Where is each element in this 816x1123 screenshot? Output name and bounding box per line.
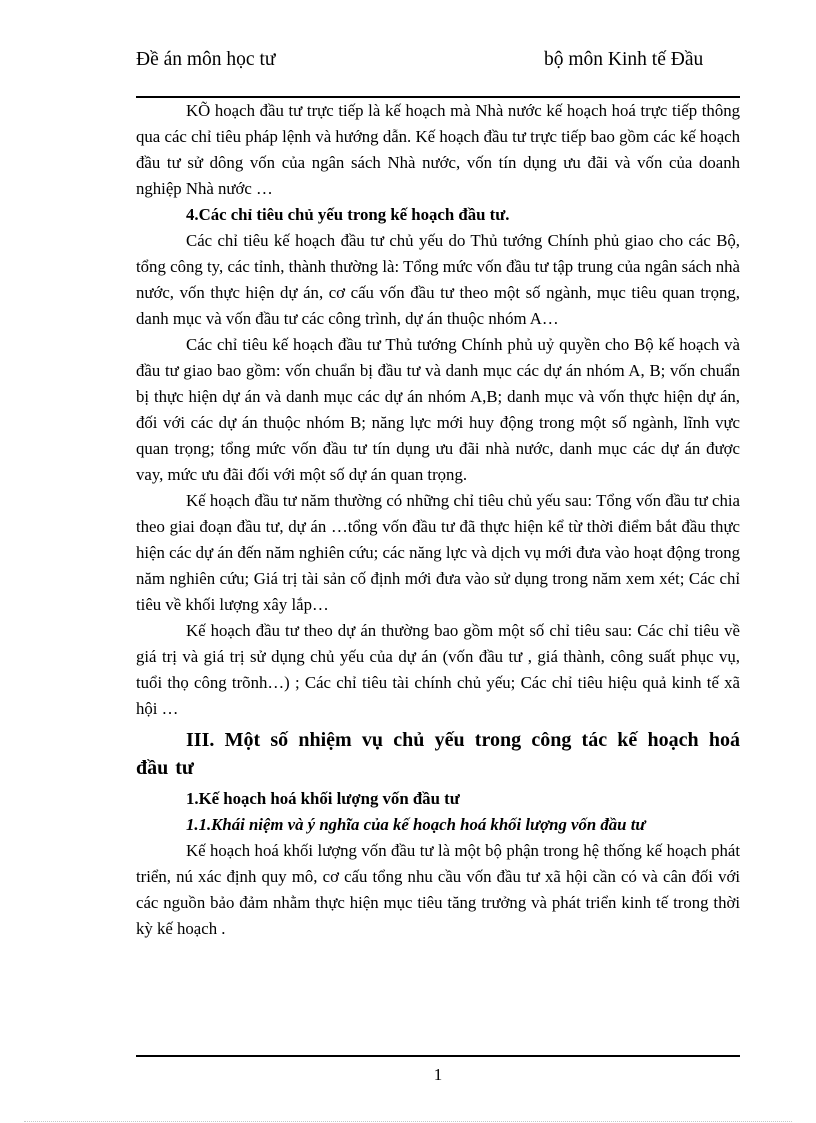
paragraph: Kế hoạch hoá khối lượng vốn đầu tư là một bộ phận trong hệ thống kế hoạch phát triển, nú xác định quy mô, cơ cấu tổng nhu cầu vốn đầu tư xã hội cần có và cân đối với các nguồn bảo đảm nhằm thực hiện mục tiêu tăng trưởng và phát triển kinh tế trong thời kỳ kế hoạch .: [136, 841, 740, 938]
page-number: 1: [433, 1065, 443, 1084]
paragraph: KÕ hoạch đầu tư trực tiếp là kế hoạch mà Nhà nước kế hoạch hoá trực tiếp thông qua các chỉ tiêu pháp lệnh và hướng dẫn. Kế hoạch đầu tư trực tiếp bao gồm các kế hoạch đầu tư sử dông vốn của ngân sách Nhà nước, vốn tín dụng ưu đãi và vốn của doanh nghiệp Nhà nước …: [136, 101, 740, 198]
document-body: [136, 98, 740, 942]
footer-divider: [136, 1055, 740, 1057]
paragraph: Các chỉ tiêu kế hoạch đầu tư chủ yếu do Thủ tướng Chính phủ giao cho các Bộ, tổng công ty, các tỉnh, thành thường là: Tổng mức vốn đầu tư tập trung của ngân sách nhà nước, vốn thực hiện dự án, cơ cấu vốn đầu tư theo một số ngành, mục tiêu quan trọng, danh mục và vốn đầu tư các công trình, dự án thuộc nhóm A…: [136, 231, 740, 328]
page-edge: [24, 1121, 792, 1122]
paragraph: Kế hoạch đầu tư theo dự án thường bao gồm một số chỉ tiêu sau: Các chỉ tiêu về giá trị và giá trị sử dụng chủ yếu của dự án (vốn đầu tư , giá thành, công suất phục vụ, tuổi thọ công trõnh…) ; Các chỉ tiêu tài chính chủ yếu; Các chỉ tiêu hiệu quả kinh tế xã hội …: [136, 621, 740, 718]
section-heading: 4.Các chỉ tiêu chủ yếu trong kế hoạch đầu tư.: [186, 205, 510, 224]
paragraph: Kế hoạch đầu tư năm thường có những chỉ tiêu chủ yếu sau: Tổng vốn đầu tư chia theo giai đoạn đầu tư, dự án …tổng vốn đầu tư đã thực hiện kể từ thời điểm bắt đầu thực hiện các dự án đến năm nghiên cứu; các năng lực và dịch vụ mới đưa vào hoạt động trong năm nghiên cứu; Giá trị tài sản cố định mới đưa vào sử dụng trong năm xem xét; Các chỉ tiêu về khối lượng xây lắp…: [136, 491, 740, 614]
subsection-heading: 1.Kế hoạch hoá khối lượng vốn đầu tư: [186, 789, 460, 808]
header-course-title: Đề án môn học tư: [136, 49, 276, 70]
subsubsection-heading: 1.1.Khái niệm và ý nghĩa của kế hoạch hoá khối lượng vốn đầu tư: [186, 815, 646, 834]
header-department: bộ môn Kinh tế Đầu: [544, 49, 704, 70]
paragraph: Các chỉ tiêu kế hoạch đầu tư Thủ tướng Chính phủ uỷ quyền cho Bộ kế hoạch và đầu tư giao bao gồm: vốn chuẩn bị đầu tư và danh mục các dự án nhóm A, B; vốn chuẩn bị thực hiện dự án và danh mục các dự án nhóm A,B; danh mục và vốn thực hiện dự án, đối với các dự án thuộc nhóm B; năng lực mới huy động trong một số ngành, lĩnh vực quan trọng; tổng mức vốn đầu tư tín dụng ưu đãi nhà nước, danh mục các dự án được vay, mức ưu đãi đối với một số dự án quan trọng.: [136, 335, 740, 484]
chapter-heading: III. Một số nhiệm vụ chủ yếu trong công tác kế hoạch hoá đầu tư: [136, 729, 740, 779]
